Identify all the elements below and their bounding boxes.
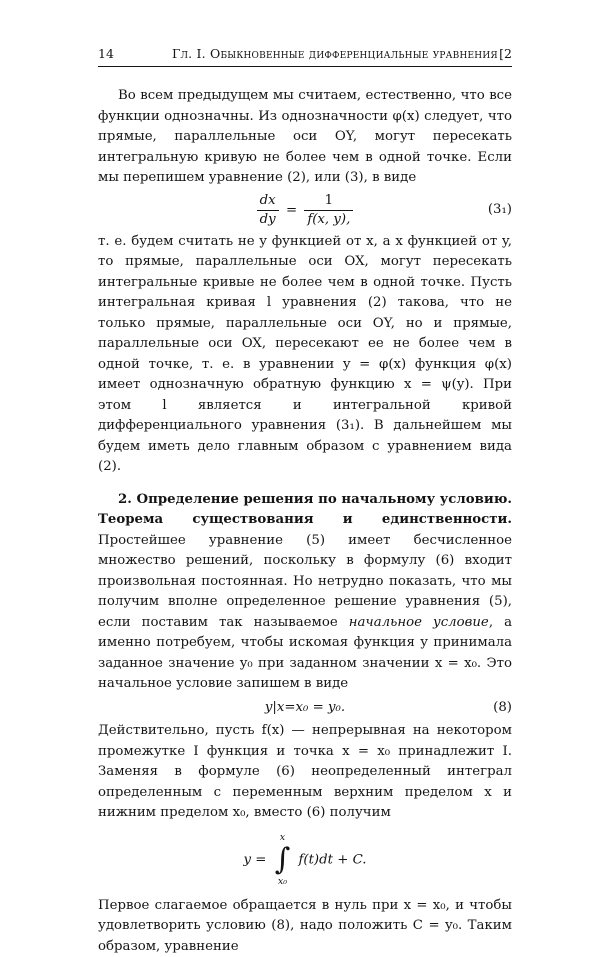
- equation-3-1: [98, 192, 512, 229]
- equation-number: (8): [493, 698, 512, 719]
- page-number: 14: [98, 44, 114, 64]
- integrand: f(t)dt + C.: [298, 852, 366, 867]
- paragraph-text: , а именно потребуем, чтобы искомая функция y принимала заданное значение y₀ при заданном значении x = x₀. Это начальное условие запишем в виде: [98, 615, 512, 692]
- fraction-numerator: dx: [257, 192, 279, 211]
- header-rule: [98, 66, 512, 67]
- paragraph: Действительно, пусть f(x) — непрерывная на некотором промежутке I функция и точка x = x₀ принадлежит I. Заменяя в формуле (6) неопределенный интеграл определенным с переменным верхним пределом x и нижним пределом x₀, вместо (6) получим: [98, 721, 512, 824]
- equation-formula: y|x=x₀ = y₀.: [265, 700, 345, 715]
- integral-symbol: ∫: [275, 844, 291, 876]
- equals-sign: =: [286, 203, 297, 218]
- section-2-paragraph: [98, 490, 512, 695]
- equation-integral: [98, 832, 512, 888]
- paragraph-text: Простейшее уравнение (5) имеет бесчисленное множество решений, поскольку в формулу (6) входит произвольная постоянная. Но нетрудно показать, что мы получим вполне определенное решение уравнения (5), если поставим так называемое: [98, 533, 512, 630]
- integral-sign-icon: [275, 832, 291, 888]
- paragraph: Первое слагаемое обращается в нуль при x = x₀, и чтобы удовлетворить условию (8), надо положить C = y₀. Таким образом, уравнение: [98, 896, 512, 957]
- fraction-1-over-f: [304, 192, 353, 229]
- lower-limit: x₀: [275, 876, 291, 888]
- running-header: [98, 44, 512, 64]
- fraction-denominator: dy: [257, 211, 279, 229]
- fraction-numerator: 1: [304, 192, 353, 211]
- equation-8: [98, 698, 512, 719]
- page-body: [98, 86, 512, 957]
- emphasized-term: начальное условие: [349, 615, 489, 630]
- fraction-dx-dy: [257, 192, 279, 229]
- paragraph: Во всем предыдущем мы считаем, естественно, что все функции однозначны. Из однозначности φ(x) следует, что прямые, параллельные оси OY, могут пересекать интегральную кривую не более чем в одной точке. Если мы перепишем уравнение (2), или (3), в виде: [98, 86, 512, 189]
- equation-lhs: y =: [243, 852, 266, 867]
- paragraph: т. е. будем считать не y функцией от x, а x функцией от y, то прямые, параллельные оси OX, могут пересекать интегральные кривые не более чем в одной точке. Пусть интегральная кривая l уравнения (2) такова, что не только прямые, параллельные оси OY, но и прямые, параллельные оси OX, пересекают ее не более чем в одной точке, т. е. в уравнении y = φ(x) функция φ(x) имеет однозначную обратную функцию x = ψ(y). При этом l является и интегральной кривой дифференциального уравнения (3₁). В дальнейшем мы будем иметь дело главным образом с уравнением вида (2).: [98, 232, 512, 478]
- fraction-denominator: f(x, y),: [304, 211, 353, 229]
- section-number: [2: [499, 44, 512, 64]
- section-spacer: [98, 478, 512, 490]
- section-heading: 2. Определение решения по начальному условию. Теорема существования и единственности.: [98, 492, 512, 528]
- running-title: Гл. I. Обыкновенные дифференциальные уравнения: [172, 44, 498, 64]
- equation-number: (3₁): [488, 200, 512, 221]
- upper-limit: x: [275, 832, 291, 844]
